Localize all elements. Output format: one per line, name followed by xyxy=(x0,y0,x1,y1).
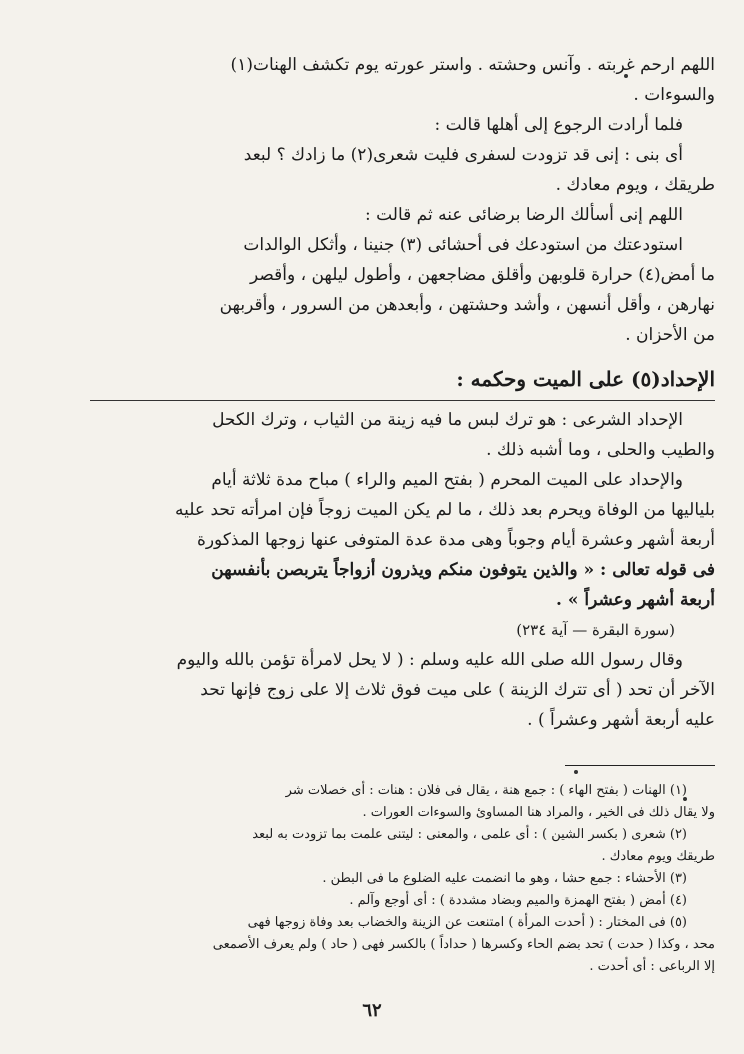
body-lines-line: طريقك ، ويوم معادك . xyxy=(555,175,715,195)
hadith-text xyxy=(90,645,715,735)
section-lines-line: والطيب والحلى ، وما أشبه ذلك . xyxy=(486,440,715,460)
body-text xyxy=(90,50,715,350)
section-lines-line: الإحداد الشرعى : هو ترك لبس ما فيه زينة من الثياب ، وترك الكحل xyxy=(212,410,683,430)
body-lines-line: فلما أرادت الرجوع إلى أهلها قالت : xyxy=(434,115,683,135)
footnotes-line: ولا يقال ذلك فى الخير ، والمراد هنا المساوئ والسوءات العورات . xyxy=(362,805,715,820)
hadith-lines-line: الآخر أن تحد ( أى تترك الزينة ) على ميت فوق ثلاث إلا على زوج فإنها تحد xyxy=(200,680,715,700)
footnotes-line: طريقك ويوم معادك . xyxy=(601,849,715,864)
footnotes-line: (٢) شعرى ( بكسر الشين ) : أى علمى ، والمعنى : ليتنى علمت بما تزودت به لبعد xyxy=(252,827,687,842)
footnotes-line: (١) الهنات ( بفتح الهاء ) : جمع هنة ، يقال فى فلان : هنات : أى خصلات شر xyxy=(285,783,687,798)
section-text xyxy=(90,405,715,615)
body-lines-line: نهارهن ، وأقل أنسهن ، وأشد وحشتهن ، وأبعدهن من السرور ، وأقربهن xyxy=(219,295,715,315)
body-lines-line: اللهم إنى أسألك الرضا برضائى عنه ثم قالت : xyxy=(364,205,683,225)
section-heading: الإحداد(٥) على الميت وحكمه : xyxy=(90,362,715,401)
body-lines-line: اللهم ارحم غربته . وآنس وحشته . واستر عورته يوم تكشف الهنات(١) xyxy=(230,55,715,75)
hadith-lines-line: عليه أربعة أشهر وعشراً ) . xyxy=(527,710,715,730)
section-lines-line: والإحداد على الميت المحرم ( بفتح الميم والراء ) مباح مدة ثلاثة أيام xyxy=(211,470,683,490)
footnotes-line: إلا الرباعى : أى أحدت . xyxy=(589,959,715,974)
footnotes-line: محد ، وكذا ( حدت ) تحد بضم الحاء وكسرها ( حداداً ) بالكسر فهى ( حاد ) ولم يعرف الأصمعى xyxy=(212,937,715,952)
footnotes-line: (٣) الأحشاء : جمع حشا ، وهو ما انضمت عليه الضلوع ما فى البطن . xyxy=(322,871,687,886)
page-number: ٦٢ xyxy=(362,1000,382,1021)
hadith-lines-line: وقال رسول الله صلى الله عليه وسلم : ( لا يحل لامرأة تؤمن بالله واليوم xyxy=(176,650,683,670)
footnotes-line: (٥) فى المختار : ( أحدت المرأة ) امتنعت عن الزينة والخضاب بعد وفاة زوجها فهى xyxy=(247,915,687,930)
section-lines-line: أربعة أشهر وعشراً » . xyxy=(555,590,715,610)
footnotes-line: (٤) أمض ( بفتح الهمزة والميم وبضاد مشددة ) : أى أوجع وآلم . xyxy=(349,893,687,908)
body-lines-line: أى بنى : إنى قد تزودت لسفرى فليت شعرى(٢) ما زادك ؟ لبعد xyxy=(243,145,683,165)
body-lines-line: ما أمض(٤) حرارة قلوبهن وأقلق مضاجعهن ، وأطول ليلهن ، وأقصر xyxy=(249,265,715,285)
section-lines-line: أربعة أشهر وعشرة أيام وجوباً وهى مدة عدة المتوفى عنها زوجها المذكورة xyxy=(196,530,715,550)
body-lines-line: استودعتك من استودعك فى أحشائى (٣) جنينا ، وأثكل الوالدات xyxy=(243,235,683,255)
document-page xyxy=(90,50,715,1040)
footnote-separator xyxy=(565,765,715,766)
section-lines-line: فى قوله تعالى : « والذين يتوفون منكم ويذرون أزواجاً يتربصن بأنفسهن xyxy=(211,560,715,580)
section-lines-line: بلياليها من الوفاة ويحرم بعد ذلك ، ما لم يكن الميت زوجاً فإن امرأته تحد عليه xyxy=(175,500,715,520)
body-lines-line: والسوءات . xyxy=(633,85,715,105)
body-lines-line: من الأحزان . xyxy=(625,325,715,345)
quran-reference: (سورة البقرة — آية ٢٣٤) xyxy=(516,621,675,639)
footnotes xyxy=(90,780,715,978)
